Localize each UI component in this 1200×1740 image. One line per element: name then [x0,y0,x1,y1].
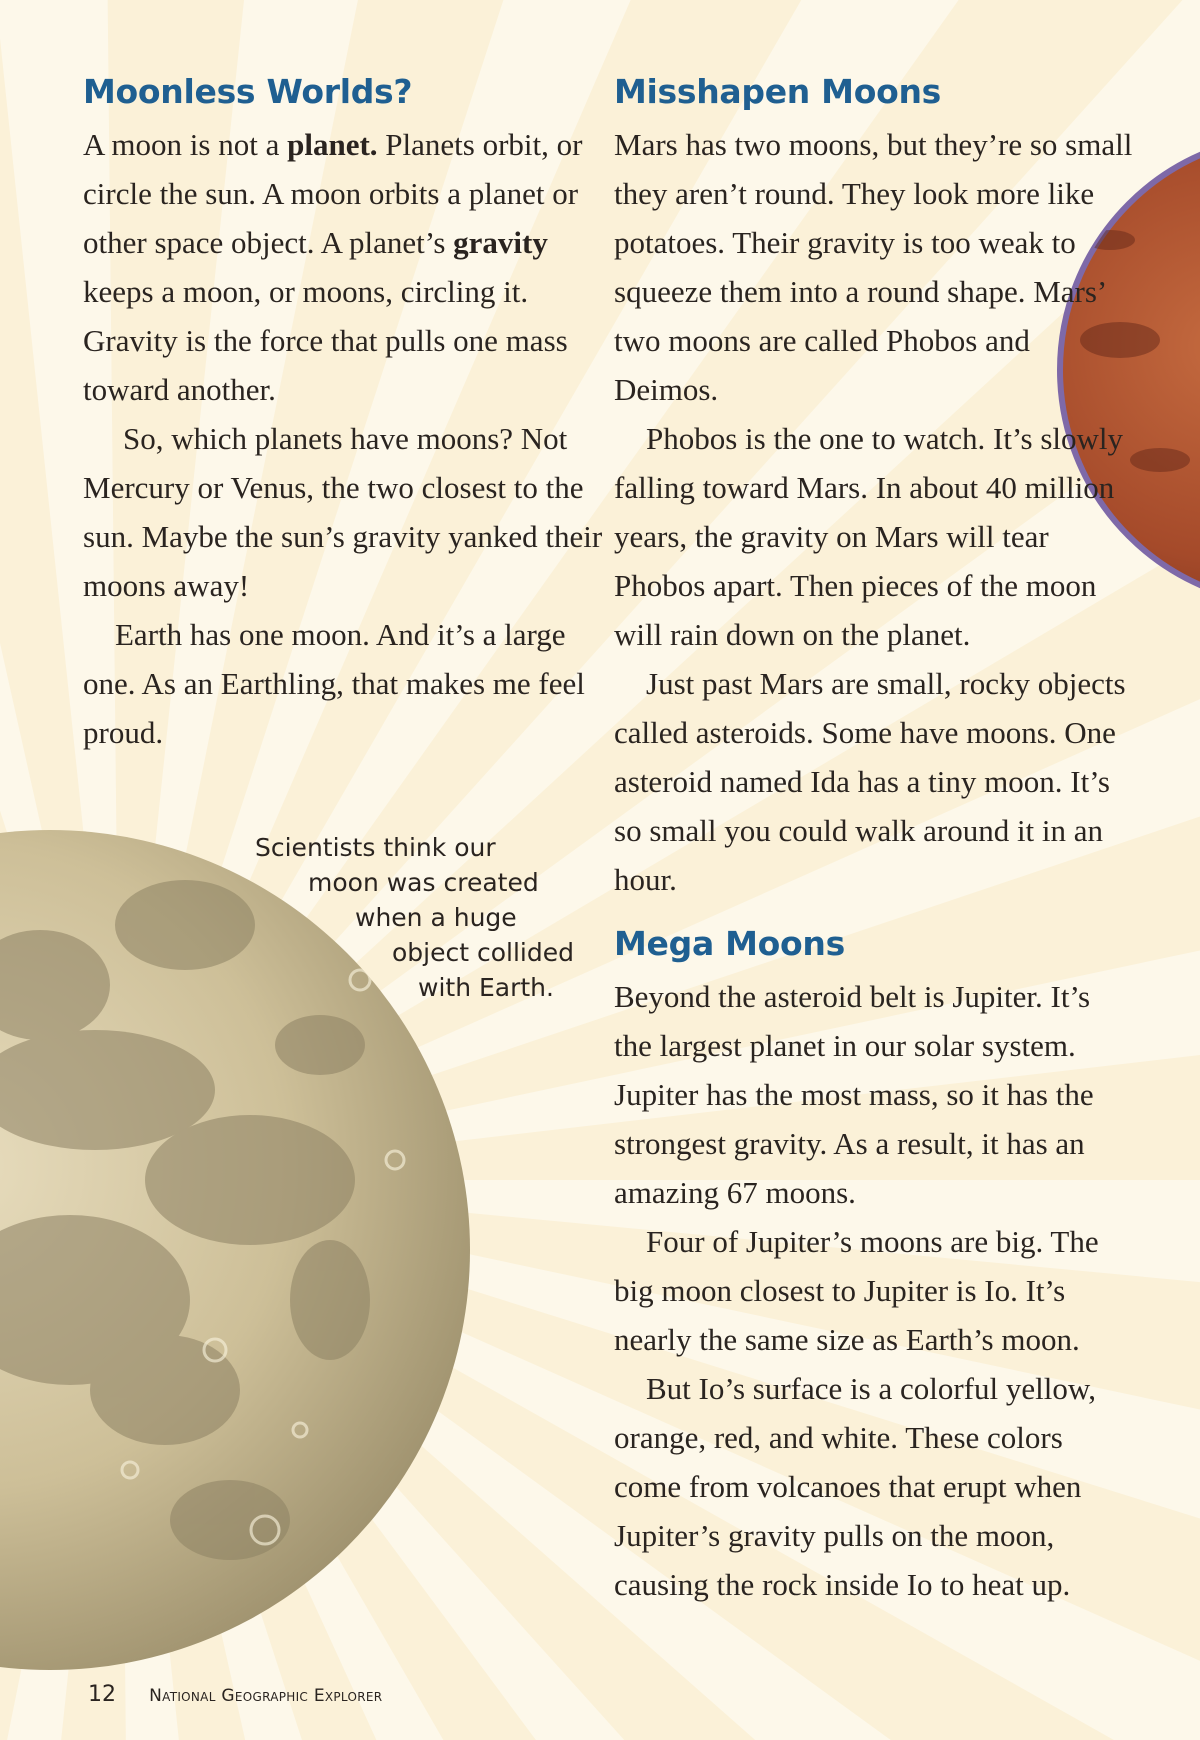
section-moonless-worlds [83,70,603,757]
body-paragraph: Four of Jupiter’s moons are big. The big moon closest to Jupiter is Io. It’s nearly the same size as Earth’s moon. [614,1224,1099,1357]
text-run: Planets orbit, or circle the sun. A moon orbits a planet or other space object. A planet’s [83,127,583,260]
moon-caption [240,830,580,1005]
section-heading: Misshapen Moons [614,72,941,111]
caption-line: Scientists think our [255,833,496,862]
body-paragraph: Beyond the asteroid belt is Jupiter. It’s the largest planet in our solar system. Jupiter has the most mass, so it has the strongest gravity. As a result, it has an amazing 67 moons. [614,979,1094,1210]
left-column [83,70,603,757]
section-mega-moons [614,922,1134,1609]
caption-line: when a huge [355,903,517,932]
text-run: keeps a moon, or moons, circling it. Gravity is the force that pulls one mass toward another. [83,274,568,407]
caption-line: with Earth. [418,973,554,1002]
caption-line: moon was created [308,868,539,897]
section-misshapen-moons [614,70,1134,904]
body-paragraph [83,120,603,414]
body-paragraph: But Io’s surface is a colorful yellow, orange, red, and white. These colors come from volcanoes that erupt when Jupiter’s gravity pulls on the moon, causing the rock inside Io to heat up. [614,1371,1096,1602]
body-paragraph: So, which planets have moons? Not Mercury or Venus, the two closest to the sun. Maybe the sun’s gravity yanked their moons away! [83,421,603,603]
bold-term-gravity: gravity [453,225,548,260]
body-paragraph: Just past Mars are small, rocky objects called asteroids. Some have moons. One asteroid named Ida has a tiny moon. It’s so small you could walk around it in an hour. [614,666,1126,897]
section-heading: Moonless Worlds? [83,72,413,111]
body-paragraph: Mars has two moons, but they’re so small they aren’t round. They look more like potatoes. Their gravity is too weak to squeeze them into a round shape. Mars’ two moons are called Phobos and Deimos. [614,127,1133,407]
page-footer [88,1682,382,1707]
right-column [614,70,1134,1609]
text-run: A moon is not a [83,127,288,162]
body-paragraph: Phobos is the one to watch. It’s slowly falling toward Mars. In about 40 million years, the gravity on Mars will tear Phobos apart. Then pieces of the moon will rain down on the planet. [614,421,1124,652]
bold-term-planet: planet. [287,127,378,162]
section-heading: Mega Moons [614,924,845,963]
publication-name: National Geographic Explorer [149,1686,383,1706]
caption-line: object collided [392,938,574,967]
page-number: 12 [88,1682,116,1707]
body-paragraph: Earth has one moon. And it’s a large one. As an Earthling, that makes me feel proud. [83,617,585,750]
